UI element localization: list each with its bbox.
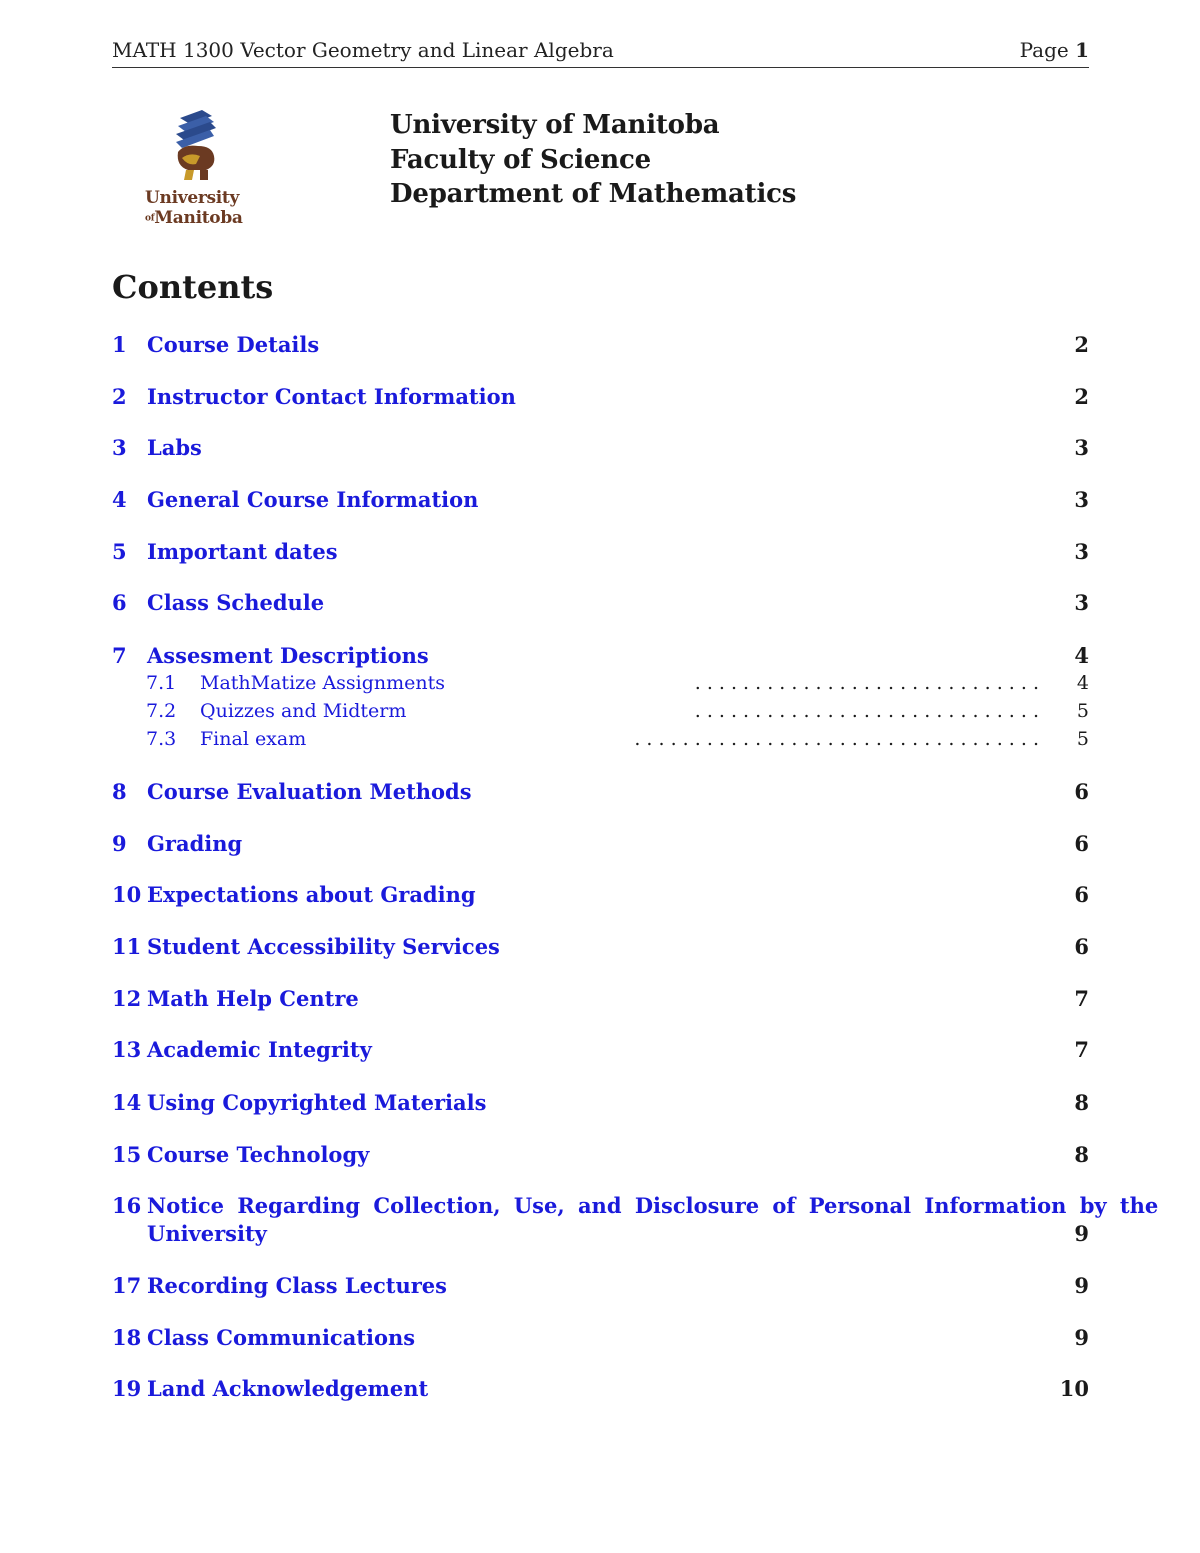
toc-leader-dots: . . . . . . . . . . . . . . . . . . . . . . . . . . . . .	[694, 700, 1039, 722]
toc-entry-title: Class Schedule	[147, 590, 325, 615]
toc-entry-title-line2: University	[147, 1221, 267, 1246]
toc-entry[interactable]	[112, 1193, 1159, 1253]
toc-entry-number: 10	[112, 882, 142, 907]
toc-entry-page: 8	[1074, 1142, 1089, 1167]
toc-entry-title: Assesment Descriptions	[147, 643, 429, 668]
toc-entry-title: Grading	[147, 831, 243, 856]
toc-entry[interactable]	[112, 1325, 1089, 1355]
toc-leader-dots: . . . . . . . . . . . . . . . . . . . . . . . . . . . . . . . . . .	[634, 728, 1039, 750]
toc-entry-number: 13	[112, 1037, 142, 1062]
toc-entry[interactable]	[112, 332, 1089, 362]
toc-entry[interactable]	[112, 1142, 1089, 1172]
toc-entry-title: Using Copyrighted Materials	[147, 1090, 487, 1115]
toc-entry-page: 3	[1074, 590, 1089, 615]
toc-entry-page: 3	[1074, 487, 1089, 512]
toc-entry-number: 1	[112, 332, 127, 357]
toc-entry-page: 7	[1074, 1037, 1089, 1062]
toc-entry-title: Important dates	[147, 539, 338, 564]
toc-subentry-page: 5	[1076, 728, 1089, 750]
toc-entry-page: 10	[1059, 1376, 1089, 1401]
toc-entry-page: 3	[1074, 435, 1089, 460]
toc-entry-number: 3	[112, 435, 127, 460]
toc-entry[interactable]	[112, 539, 1089, 569]
toc-entry-page: 6	[1074, 779, 1089, 804]
toc-entry-number: 16	[112, 1193, 142, 1218]
running-header	[112, 38, 1089, 66]
toc-subentry-number: 7.3	[146, 728, 177, 750]
toc-entry-page: 9	[1074, 1325, 1089, 1350]
toc-entry-number: 7	[112, 643, 127, 668]
toc-entry-number: 2	[112, 384, 127, 409]
course-title: MATH 1300 Vector Geometry and Linear Algebra	[112, 38, 614, 62]
toc-entry-title: Instructor Contact Information	[147, 384, 516, 409]
toc-entry[interactable]	[112, 1376, 1089, 1406]
toc-subentry-page: 4	[1076, 672, 1089, 694]
toc-subentry-title: Quizzes and Midterm	[200, 700, 407, 722]
toc-entry-number: 9	[112, 831, 127, 856]
toc-leader-dots: . . . . . . . . . . . . . . . . . . . . . . . . . . . . .	[694, 672, 1039, 694]
toc-entry-title: Course Details	[147, 332, 320, 357]
toc-entry-page: 9	[1074, 1273, 1089, 1298]
toc-entry-page: 7	[1074, 986, 1089, 1011]
logo-wordmark-line2	[145, 208, 255, 228]
toc-entry-number: 5	[112, 539, 127, 564]
page-indicator	[1020, 38, 1089, 62]
faculty-name: Faculty of Science	[390, 144, 651, 175]
toc-entry-page: 6	[1074, 934, 1089, 959]
toc-entry[interactable]	[112, 643, 1089, 673]
toc-entry-title: Math Help Centre	[147, 986, 359, 1011]
toc-subentry-number: 7.2	[146, 700, 177, 722]
toc-entry-number: 12	[112, 986, 142, 1011]
toc-entry-number: 6	[112, 590, 127, 615]
toc-subentry[interactable]	[146, 728, 1089, 754]
toc-entry-number: 17	[112, 1273, 142, 1298]
logo-wordmark-prefix: of	[145, 213, 155, 224]
toc-entry[interactable]	[112, 986, 1089, 1016]
header-rule	[112, 67, 1089, 68]
toc-entry-title: Labs	[147, 435, 202, 460]
toc-entry-number: 18	[112, 1325, 142, 1350]
toc-subentry[interactable]	[146, 700, 1089, 726]
toc-entry-title: Academic Integrity	[147, 1037, 372, 1062]
toc-entry-title: Student Accessibility Services	[147, 934, 500, 959]
toc-entry[interactable]	[112, 590, 1089, 620]
toc-entry[interactable]	[112, 435, 1089, 465]
toc-entry[interactable]	[112, 831, 1089, 861]
toc-entry-title-line1: Notice Regarding Collection, Use, and Disclosure of Personal Information by the	[147, 1193, 1159, 1218]
toc-entry[interactable]	[112, 934, 1089, 964]
toc-entry-number: 14	[112, 1090, 142, 1115]
toc-entry-number: 11	[112, 934, 142, 959]
logo-wordmark-name: Manitoba	[154, 208, 243, 228]
toc-entry[interactable]	[112, 779, 1089, 809]
toc-entry[interactable]	[112, 882, 1089, 912]
university-logo	[140, 108, 250, 233]
page-number: 1	[1075, 38, 1089, 62]
toc-entry-title: Course Evaluation Methods	[147, 779, 472, 804]
toc-entry-number: 15	[112, 1142, 142, 1167]
toc-entry-page: 4	[1074, 643, 1089, 668]
contents-heading: Contents	[112, 268, 274, 306]
toc-entry[interactable]	[112, 487, 1089, 517]
toc-entry[interactable]	[112, 1037, 1089, 1067]
toc-entry-title: Class Communications	[147, 1325, 416, 1350]
toc-entry[interactable]	[112, 1273, 1089, 1303]
toc-entry[interactable]	[112, 1090, 1089, 1120]
toc-subentry-title: Final exam	[200, 728, 307, 750]
toc-entry[interactable]	[112, 384, 1089, 414]
toc-entry-title: Recording Class Lectures	[147, 1273, 447, 1298]
toc-entry-number: 4	[112, 487, 127, 512]
toc-entry-page: 2	[1074, 332, 1089, 357]
page-label: Page	[1019, 38, 1069, 62]
toc-subentry[interactable]	[146, 672, 1089, 698]
toc-entry-title: Course Technology	[147, 1142, 370, 1167]
bison-crest-icon	[140, 108, 250, 188]
toc-entry-page: 6	[1074, 882, 1089, 907]
toc-entry-page: 6	[1074, 831, 1089, 856]
university-name: University of Manitoba	[390, 110, 720, 140]
toc-entry-page: 2	[1074, 384, 1089, 409]
toc-entry-title: Expectations about Grading	[147, 882, 476, 907]
toc-entry-page: 8	[1074, 1090, 1089, 1115]
toc-entry-page: 3	[1074, 539, 1089, 564]
department-name: Department of Mathematics	[390, 179, 797, 209]
toc-entry-number: 8	[112, 779, 127, 804]
institution-block	[390, 108, 796, 212]
toc-subentry-number: 7.1	[146, 672, 177, 694]
toc-entry-number: 19	[112, 1376, 142, 1401]
toc-subentry-title: MathMatize Assignments	[200, 672, 446, 694]
toc-subentry-page: 5	[1076, 700, 1089, 722]
toc-entry-title: General Course Information	[147, 487, 479, 512]
toc-entry-title: Land Acknowledgement	[147, 1376, 429, 1401]
toc-entry-page: 9	[1074, 1221, 1089, 1246]
logo-wordmark-line1: University	[145, 188, 240, 208]
